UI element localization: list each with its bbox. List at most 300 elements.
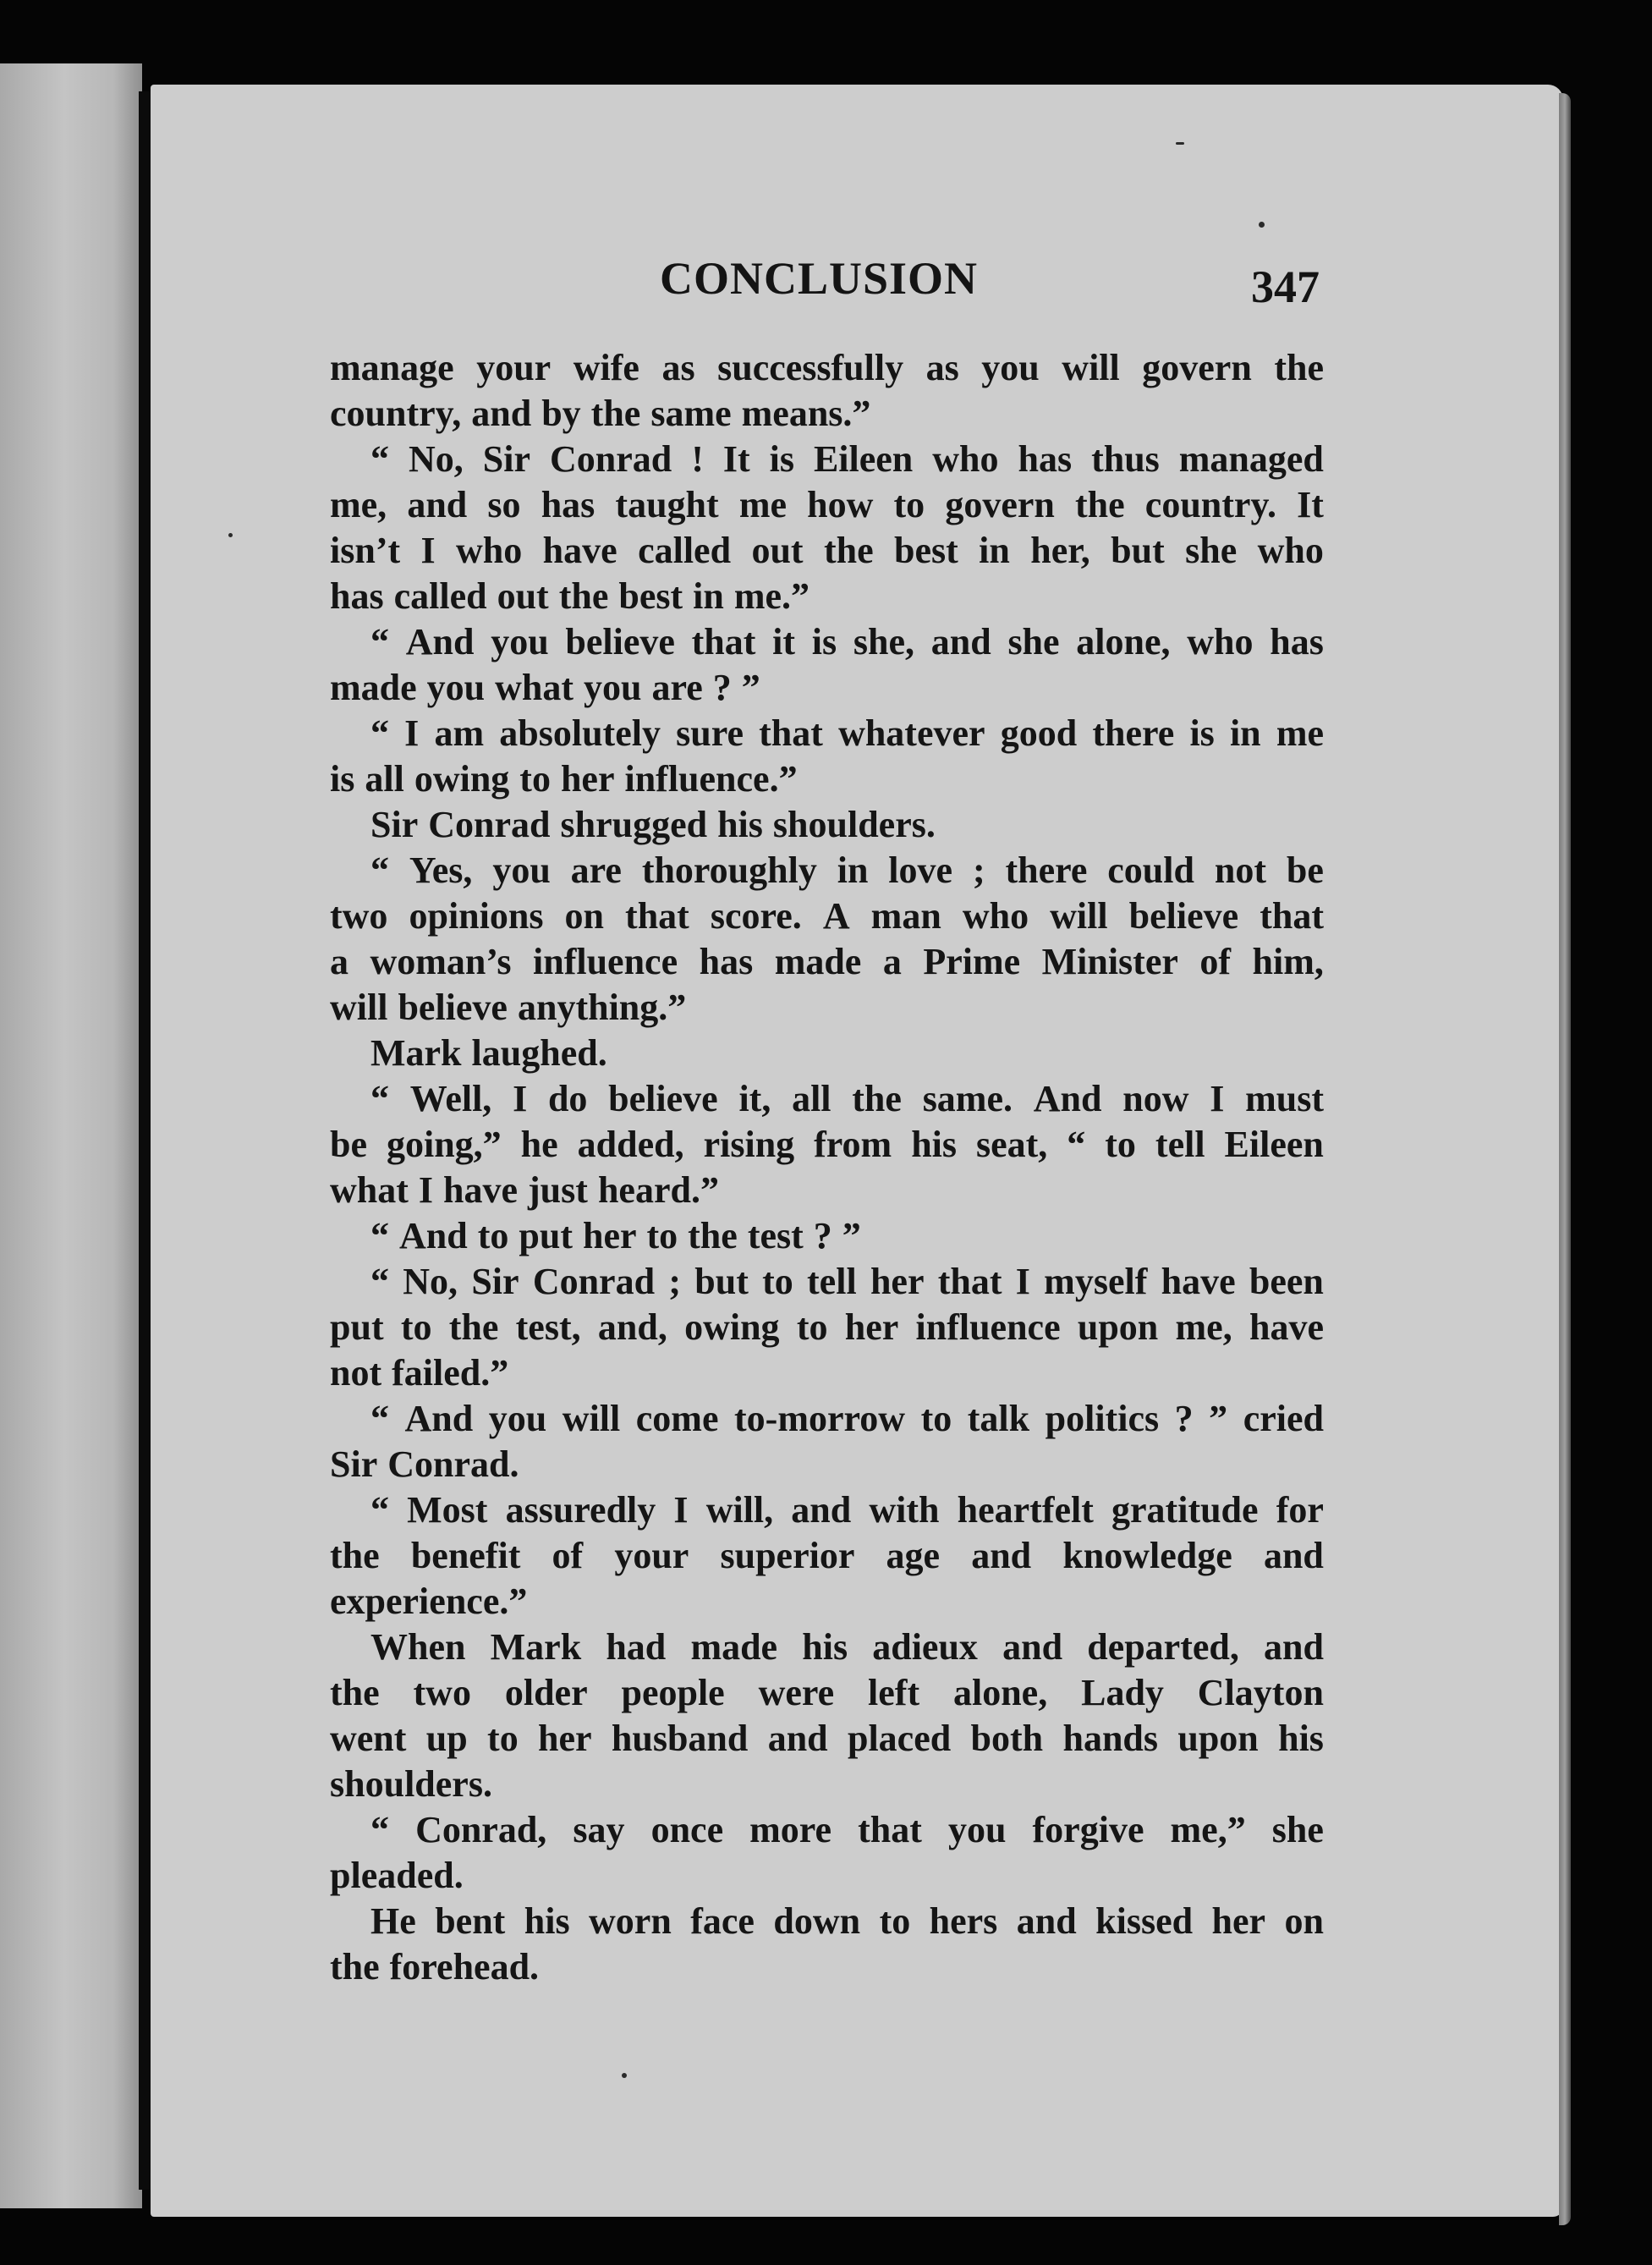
word: is [1189,712,1215,754]
text-line [330,345,1324,391]
word: influence [915,1306,1061,1348]
word: made [774,941,862,982]
word: I [1015,1261,1030,1302]
text-line [330,1259,1324,1305]
word: what [495,667,574,708]
word: taught [615,484,719,525]
word: has [1018,438,1073,480]
word: went [330,1718,407,1759]
word: made [330,667,417,708]
word: knowledge [1062,1535,1232,1576]
word: for [1276,1489,1324,1531]
word: believe [398,987,508,1028]
word: but [1111,530,1165,571]
word: upon [1077,1306,1159,1348]
word: When [370,1626,466,1668]
word: his [802,1626,848,1668]
word: to [920,1398,952,1439]
word: her [538,1718,592,1759]
word: talk [967,1398,1030,1439]
text-line [330,1716,1324,1762]
word: wife [573,347,639,388]
text-line [330,391,1324,437]
text-line [330,1853,1324,1899]
text-line [330,1899,1324,1944]
word: influence [533,941,678,982]
word: the [330,1946,380,1987]
word: the [852,1078,902,1119]
word: have [1161,1261,1236,1302]
word: love [888,849,953,891]
word: out [751,530,804,571]
text-line [330,1944,1324,1990]
word: heartfelt [957,1489,1094,1531]
text-line [330,1533,1324,1579]
word: good [1000,712,1078,754]
word: in [1229,712,1261,754]
word: you [981,347,1040,388]
word: out [497,575,549,617]
text-line [330,1762,1324,1807]
word: you [488,1398,547,1439]
word: Minister [1041,941,1178,982]
word: who [456,530,523,571]
word: she [1271,1809,1324,1850]
word: has [330,575,384,617]
word: his [1278,1718,1324,1759]
word: woman’s [370,941,512,982]
word: ” [741,667,760,708]
word: you [492,849,551,891]
word: in [837,849,869,891]
word: owing [414,758,510,800]
book-gutter [139,91,151,2190]
word: all [365,758,404,800]
word: his [524,1900,570,1942]
word: A [822,895,850,937]
word: as [661,347,695,388]
word: but [694,1261,749,1302]
word: say [573,1809,625,1850]
text-line [330,1213,1324,1259]
word: ? [1174,1398,1194,1439]
word: and [971,1535,1032,1576]
word: put [519,1215,573,1256]
word: test, [515,1306,581,1348]
text-line [330,1670,1324,1716]
word: a [330,941,349,982]
word: country, [330,393,462,434]
word: by [541,393,581,434]
word: the [448,1306,499,1348]
text-line [330,574,1324,619]
word: Sir [482,438,530,480]
word: she [1185,530,1238,571]
word: the [590,393,641,434]
word: from [814,1124,892,1165]
word: and [1263,1535,1324,1576]
word: that [858,1809,922,1850]
word: Prime [923,941,1021,982]
text-line [330,802,1324,848]
word: experience.” [330,1581,528,1622]
word: of [1199,941,1232,982]
word: placed [847,1718,952,1759]
word: ? [712,667,732,708]
word: manage [330,347,454,388]
word: all [792,1078,831,1119]
word: is [811,621,837,662]
word: added, [577,1124,684,1165]
word: going,” [386,1124,502,1165]
word: rising [703,1124,795,1165]
body-text [330,345,1324,1990]
word: alone, [952,1672,1048,1713]
word: ” [842,1215,861,1256]
word: to [893,484,925,525]
word: And [399,1215,468,1256]
word: to [477,1215,509,1256]
word: ; [972,849,985,891]
word: adieux [872,1626,978,1668]
word: have [542,530,617,571]
word: must [1245,1078,1324,1119]
word: down [773,1900,861,1942]
word: It [1297,484,1324,525]
text-line [330,1579,1324,1625]
word: up [425,1718,468,1759]
word: come [635,1398,719,1439]
text-line [330,619,1324,665]
word: Lady [1081,1672,1164,1713]
text-line [330,1396,1324,1442]
word: she [1007,621,1060,662]
word: be [1286,849,1324,891]
word: superior [720,1535,855,1576]
word: could [1107,849,1194,891]
word: successfully [717,347,904,388]
word: “ [370,1261,389,1302]
word: country. [1144,484,1277,525]
word: to [519,758,551,800]
word: and [791,1489,852,1531]
chapter-title: CONCLUSION [660,253,979,304]
word: tell [807,1261,857,1302]
facing-page-edge [0,63,142,2208]
word: on [564,895,604,937]
word: more [749,1809,832,1850]
word: Conrad [532,1261,656,1302]
word: will [562,1398,621,1439]
word: I [513,1078,528,1119]
word: whatever [838,712,985,754]
word: to [400,1306,432,1348]
text-line [330,1168,1324,1213]
word: put [330,1306,384,1348]
text-line [330,985,1324,1031]
word: is [330,758,355,800]
word: how [807,484,874,525]
word: have [1249,1306,1324,1348]
word: “ [1067,1124,1086,1165]
word: your [614,1535,689,1576]
word: to [762,1261,793,1302]
word: her [1211,1900,1266,1942]
word: “ [370,712,389,754]
page-number: 347 [1251,261,1320,312]
word: that [759,712,823,754]
word: And [405,621,475,662]
word: best [618,575,683,617]
word: people [621,1672,725,1713]
word: with [869,1489,940,1531]
word: me,” [1170,1809,1246,1850]
word: ! [691,438,704,480]
word: and, [597,1306,667,1348]
word: I [404,712,420,754]
word: ? [813,1215,832,1256]
word: same [650,393,732,434]
word: I [418,1169,434,1211]
word: it [772,621,796,662]
word: No, [408,438,464,480]
page-edge-shadow [1559,93,1571,2225]
text-line [330,482,1324,528]
word: both [970,1718,1044,1759]
word: he [520,1124,558,1165]
word: that [691,621,756,662]
word: it, [738,1078,771,1119]
word: his [911,1124,958,1165]
word: shoulders. [330,1763,492,1805]
word: has [1270,621,1324,662]
word: not [330,1352,382,1394]
word: gratitude [1111,1489,1259,1531]
word: you [426,667,486,708]
word: age [886,1535,941,1576]
word: me, [1175,1306,1232,1348]
word: Conrad, [415,1809,547,1850]
word: to [487,1718,519,1759]
word: Eileen [813,438,914,480]
word: ; [668,1261,681,1302]
word: made [690,1626,778,1668]
word: older [504,1672,588,1713]
word: so [487,484,521,525]
word: test [747,1215,804,1256]
word: you [584,667,642,708]
word: me.” [733,575,810,617]
word: him, [1252,941,1324,982]
word: Sir [471,1261,519,1302]
word: and [767,1718,828,1759]
word: who [932,438,999,480]
word: been [1249,1261,1324,1302]
word: It [722,438,750,480]
word: opinions [409,895,544,937]
word: in [979,530,1010,571]
word: that [937,1261,1002,1302]
word: believe [1128,895,1239,937]
word: influence.” [624,758,798,800]
word: has [699,941,754,982]
word: as [925,347,959,388]
word: me [738,484,787,525]
word: anything.” [517,987,687,1028]
word: to [879,1900,911,1942]
word: shrugged [560,804,708,845]
word: believe [565,621,675,662]
word: departed, [1087,1626,1239,1668]
word: on [1284,1900,1324,1942]
word: Well, [409,1078,492,1119]
word: her [582,1215,637,1256]
word: Conrad [428,804,551,845]
text-line [330,756,1324,802]
word: there [1005,849,1088,891]
word: I [1210,1078,1225,1119]
word: am [434,712,485,754]
word: now [1122,1078,1189,1119]
word: “ [370,621,389,662]
word: kissed [1095,1900,1194,1942]
word: isn’t [330,530,401,571]
word: “ [370,849,389,891]
word: I [673,1489,689,1531]
word: will, [705,1489,774,1531]
word: called [393,575,487,617]
text-line [330,1442,1324,1487]
word: her [870,1261,925,1302]
word: Sir [330,1443,378,1485]
word: Conrad [549,438,672,480]
word: will [330,987,388,1028]
word: best [894,530,958,571]
text-line [330,1350,1324,1396]
word: you [491,621,549,662]
word: hands [1062,1718,1159,1759]
word: politics [1045,1398,1160,1439]
text-line [330,893,1324,939]
word: is [769,438,794,480]
word: will [1062,347,1120,388]
word: forgive [1032,1809,1144,1850]
word: once [650,1809,724,1850]
word: who [962,895,1029,937]
word: myself [1044,1261,1148,1302]
running-head [330,252,1320,320]
word: Most [407,1489,488,1531]
word: she, [853,621,915,662]
word: Clayton [1197,1672,1324,1713]
word: to [646,1215,678,1256]
word: be [330,1124,367,1165]
word: believe [608,1078,718,1119]
word: alone, [1076,621,1171,662]
word: there [1092,712,1175,754]
text-line [330,1487,1324,1533]
word: the [1274,347,1324,388]
word: “ [370,1398,389,1439]
word: “ [370,438,389,480]
word: cried [1243,1398,1324,1439]
word: to [1105,1124,1136,1165]
word: same. [922,1078,1013,1119]
word: forehead. [389,1946,540,1987]
word: the [823,530,874,571]
word: not [1214,849,1266,891]
word: Mark [370,1032,462,1074]
word: “ [370,1078,389,1119]
word: the [330,1535,380,1576]
word: sure [676,712,744,754]
word: govern [1142,347,1252,388]
word: Sir [370,804,419,845]
text-line [330,1305,1324,1350]
text-line [330,1122,1324,1168]
text-line [330,939,1324,985]
word: me, [330,484,387,525]
word: thoroughly [641,849,817,891]
word: the [1075,484,1125,525]
word: Mark [490,1626,582,1668]
word: shoulders. [772,804,936,845]
word: and [1002,1626,1063,1668]
word: you [947,1809,1007,1850]
word: worn [589,1900,672,1942]
text-line [330,437,1324,482]
word: her [844,1306,899,1348]
word: Conrad. [387,1443,519,1485]
word: And [404,1398,474,1439]
word: No, [403,1261,458,1302]
word: and [407,484,468,525]
word: who [1187,621,1254,662]
word: tell [1155,1124,1205,1165]
word: score. [710,895,802,937]
text-line [330,1625,1324,1670]
word: do [547,1078,588,1119]
ink-speck [1259,222,1265,228]
word: benefit [410,1535,521,1576]
word: who [1257,530,1324,571]
word: what [330,1169,409,1211]
word: that [1260,895,1324,937]
word: were [758,1672,835,1713]
text-line [330,665,1324,711]
word: her [560,758,615,800]
word: bent [435,1900,506,1942]
word: pleaded. [330,1855,464,1896]
word: and [1264,1626,1324,1668]
text-line [330,711,1324,756]
word: managed [1178,438,1324,480]
ink-speck [228,533,233,537]
word: to [796,1306,828,1348]
word: of [552,1535,584,1576]
text-line [330,1031,1324,1076]
word: man [870,895,941,937]
text-line [330,1076,1324,1122]
word: and [1016,1900,1077,1942]
word: a [882,941,902,982]
word: are [651,667,703,708]
word: owing [684,1306,780,1348]
word: means.” [741,393,871,434]
word: “ [370,1215,389,1256]
word: absolutely [499,712,661,754]
word: left [868,1672,920,1713]
